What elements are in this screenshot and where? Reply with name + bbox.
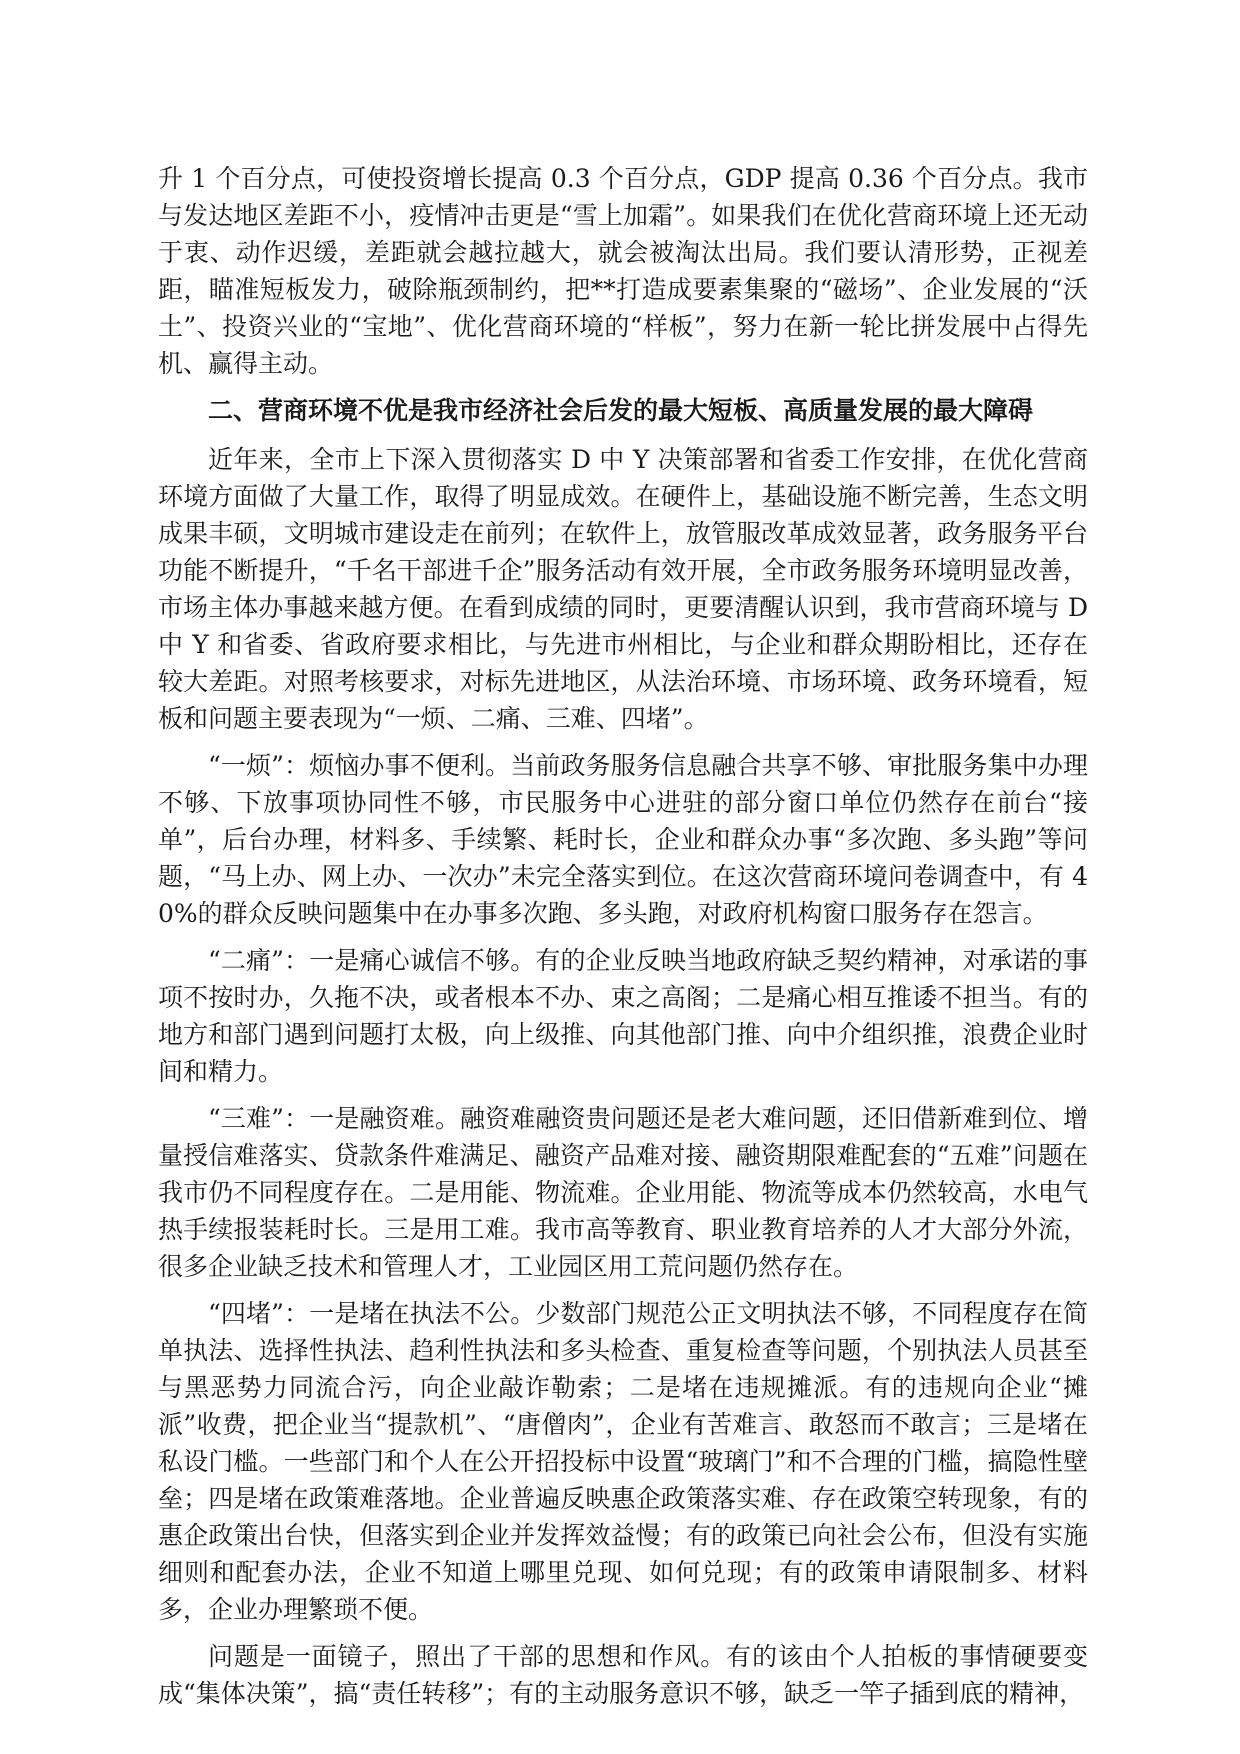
body-paragraph-yifan: “一烦”：烦恼办事不便利。当前政务服务信息融合共享不够、审批服务集中办理不够、下放事项协同性不够，市民服务中心进驻的部分窗口单位仍然存在前台“接单”，后台办理，材料多、手续繁、耗时长，企业和群众办事“多次跑、多头跑”等问题，“马上办、网上办、一次办”未完全落实到位。在这次营商环境问卷调查中，有 40%的群众反映问题集中在办事多次跑、多头跑，对政府机构窗口服务存在怨言。 [158,751,1088,928]
body-paragraph-overview: 近年来，全市上下深入贯彻落实 D 中 Y 决策部署和省委工作安排，在优化营商环境方面做了大量工作，取得了明显成效。在硬件上，基础设施不断完善，生态文明成果丰硕，文明城市建设走在前列；在软件上，放管服改革成效显著，政务服务平台功能不断提升，“千名干部进千企”服务活动有效开展，全市政务服务环境明显改善，市场主体办事越来越方便。在看到成绩的同时，更要清醒认识到，我市营商环境与 D 中 Y 和省委、省政府要求相比，与先进市州相比，与企业和群众期盼相比，还存在较大差距。对照考核要求，对标先进地区，从法治环境、市场环境、政务环境看，短板和问题主要表现为“一烦、二痛、三难、四堵”。 [158,445,1088,733]
continued-paragraph: 升 1 个百分点，可使投资增长提高 0.3 个百分点，GDP 提高 0.36 个百分点。我市与发达地区差距不小，疫情冲击更是“雪上加霜”。如果我们在优化营商环境上还无动于衷、动作迟缓，差距就会越拉越大，就会被淘汰出局。我们要认清形势，正视差距，瞄准短板发力，破除瓶颈制约，把**打造成要素集聚的“磁场”、企业发展的“沃土”、投资兴业的“宝地”、优化营商环境的“样板”，努力在新一轮比拼发展中占得先机、赢得主动。 [158,164,1088,378]
body-paragraph-ertong: “二痛”：一是痛心诚信不够。有的企业反映当地政府缺乏契约精神，对承诺的事项不按时办，久拖不决，或者根本不办、束之高阁；二是痛心相互推诿不担当。有的地方和部门遇到问题打太极，向上级推、向其他部门推、向中介组织推，浪费企业时间和精力。 [158,946,1088,1086]
body-paragraph-sidu: “四堵”：一是堵在执法不公。少数部门规范公正文明执法不够，不同程度存在简单执法、选择性执法、趋利性执法和多头检查、重复检查等问题，个别执法人员甚至与黑恶势力同流合污，向企业敲诈勒索；二是堵在违规摊派。有的违规向企业“摊派”收费，把企业当“提款机”、“唐僧肉”，企业有苦难言、敢怒而不敢言；三是堵在私设门槛。一些部门和个人在公开招投标中设置“玻璃门”和不合理的门槛，搞隐性壁垒；四是堵在政策难落地。企业普遍反映惠企政策落实难、存在政策空转现象，有的惠企政策出台快，但落实到企业并发挥效益慢；有的政策已向社会公布，但没有实施细则和配套办法，企业不知道上哪里兑现、如何兑现；有的政策申请限制多、材料多，企业办理繁琐不便。 [158,1299,1088,1624]
document-page [158,160,1088,1722]
section-heading: 二、营商环境不优是我市经济社会后发的最大短板、高质量发展的最大障碍 [208,396,1034,425]
body-paragraph-sannan: “三难”：一是融资难。融资难融资贵问题还是老大难问题，还旧借新难到位、增量授信难落实、贷款条件难满足、融资产品难对接、融资期限难配套的“五难”问题在我市仍不同程度存在。二是用能、物流难。企业用能、物流等成本仍然较高，水电气热手续报装耗时长。三是用工难。我市高等教育、职业教育培养的人才大部分外流，很多企业缺乏技术和管理人才，工业园区用工荒问题仍然存在。 [158,1104,1088,1281]
body-paragraph-problem-mirror: 问题是一面镜子，照出了干部的思想和作风。有的该由个人拍板的事情硬要变成“集体决策”，搞“责任转移”；有的主动服务意识不够，缺乏一竿子插到底的精神， [158,1642,1088,1708]
